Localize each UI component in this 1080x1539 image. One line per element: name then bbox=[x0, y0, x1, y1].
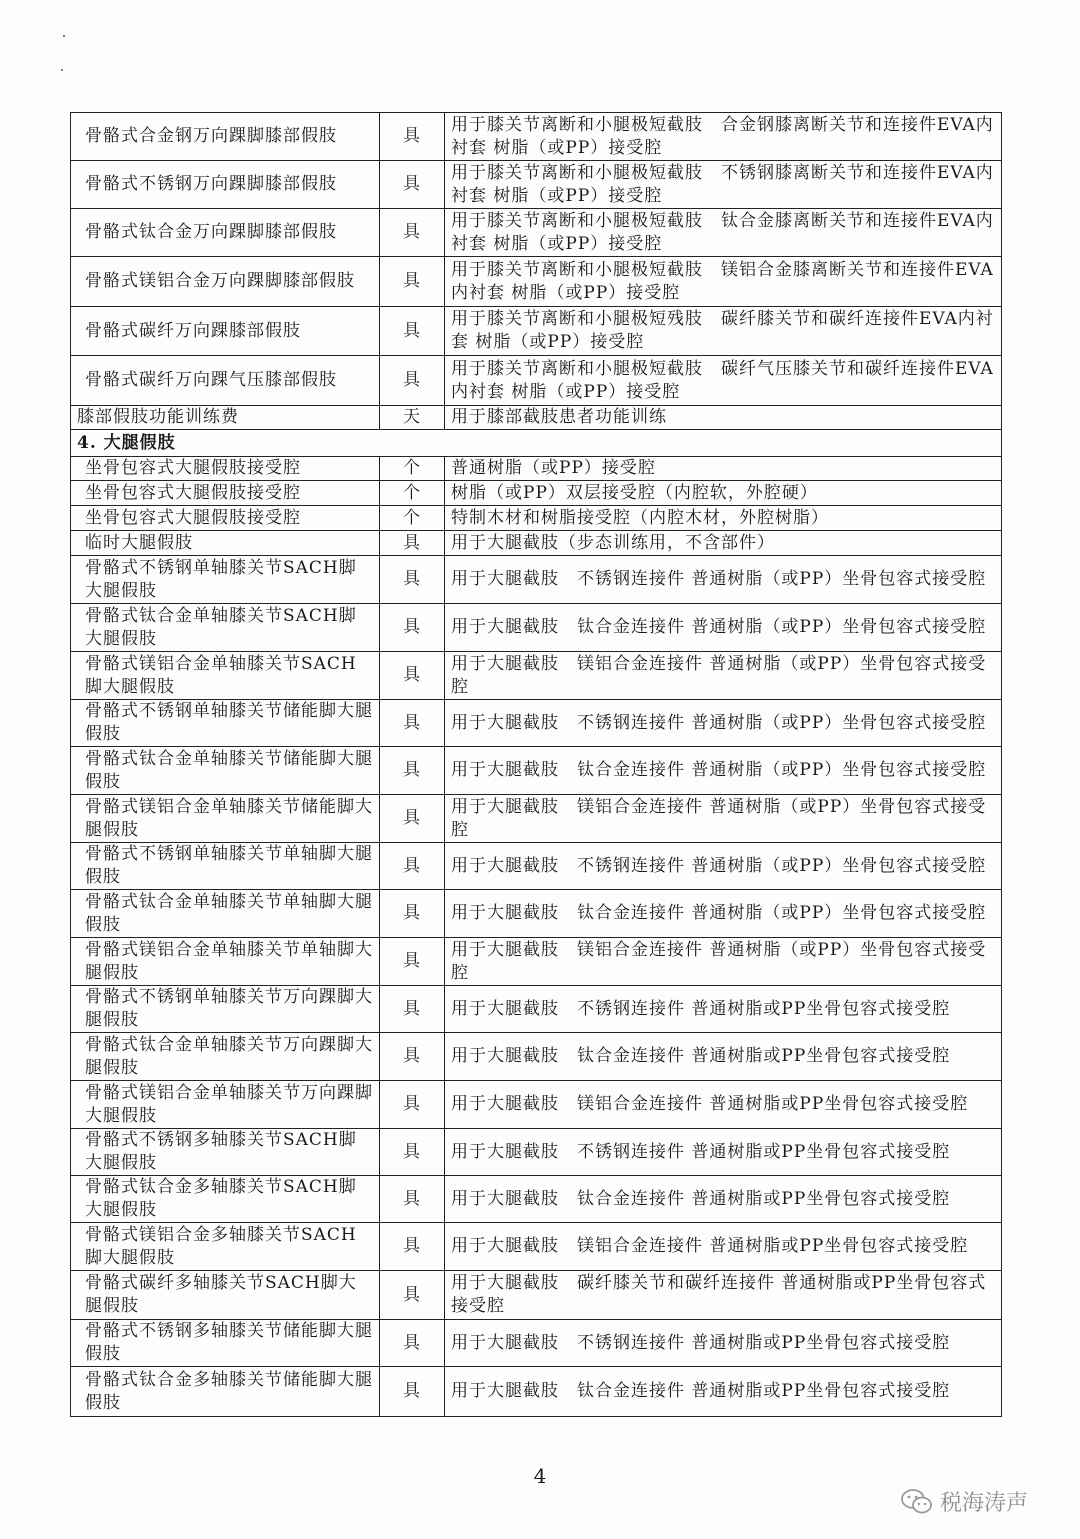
item-name-cell: 骨骼式不锈钢单轴膝关节万向踝脚大腿假肢 bbox=[71, 986, 380, 1033]
unit-cell: 具 bbox=[380, 604, 445, 652]
item-name-cell: 坐骨包容式大腿假肢接受腔 bbox=[71, 506, 380, 531]
item-name-cell: 骨骼式碳纤万向踝膝部假肢 bbox=[71, 307, 380, 356]
item-name-cell: 临时大腿假肢 bbox=[71, 531, 380, 556]
description-cell: 用于大腿截肢 钛合金连接件 普通树脂或PP坐骨包容式接受腔 bbox=[445, 1367, 1002, 1417]
table-row bbox=[71, 795, 1002, 843]
table-row bbox=[71, 457, 1002, 481]
item-name-cell: 骨骼式不锈钢单轴膝关节储能脚大腿假肢 bbox=[71, 700, 380, 747]
description-cell: 用于大腿截肢 钛合金连接件 普通树脂或PP坐骨包容式接受腔 bbox=[445, 1033, 1002, 1081]
page-number: 4 bbox=[533, 1464, 547, 1488]
description-cell: 用于大腿截肢 碳纤膝关节和碳纤连接件 普通树脂或PP坐骨包容式接受腔 bbox=[445, 1271, 1002, 1320]
table-row bbox=[71, 1176, 1002, 1223]
item-name-cell: 骨骼式钛合金多轴膝关节SACH脚大腿假肢 bbox=[71, 1176, 380, 1223]
unit-cell: 具 bbox=[380, 1367, 445, 1417]
unit-cell: 具 bbox=[380, 307, 445, 356]
item-name-cell: 骨骼式镁铝合金单轴膝关节单轴脚大腿假肢 bbox=[71, 938, 380, 986]
description-cell: 用于大腿截肢 镁铝合金连接件 普通树脂（或PP）坐骨包容式接受腔 bbox=[445, 938, 1002, 986]
table-row bbox=[71, 506, 1002, 531]
unit-cell: 具 bbox=[380, 747, 445, 795]
item-name-cell: 骨骼式钛合金单轴膝关节储能脚大腿假肢 bbox=[71, 747, 380, 795]
unit-cell: 具 bbox=[380, 531, 445, 556]
description-cell: 用于大腿截肢 不锈钢连接件 普通树脂或PP坐骨包容式接受腔 bbox=[445, 1129, 1002, 1176]
unit-cell: 具 bbox=[380, 257, 445, 307]
description-cell: 用于大腿截肢（步态训练用，不含部件） bbox=[445, 531, 1002, 556]
wechat-icon bbox=[900, 1488, 934, 1516]
item-name-cell: 骨骼式镁铝合金多轴膝关节SACH脚大腿假肢 bbox=[71, 1223, 380, 1271]
item-name-cell: 骨骼式钛合金万向踝脚膝部假肢 bbox=[71, 209, 380, 257]
item-name-cell: 坐骨包容式大腿假肢接受腔 bbox=[71, 481, 380, 506]
description-cell: 用于大腿截肢 不锈钢连接件 普通树脂或PP坐骨包容式接受腔 bbox=[445, 1320, 1002, 1367]
table-row bbox=[71, 257, 1002, 307]
unit-cell: 具 bbox=[380, 356, 445, 406]
section-title: 4. 大腿假肢 bbox=[71, 430, 1002, 457]
description-cell: 普通树脂（或PP）接受腔 bbox=[445, 457, 1002, 481]
description-cell: 用于大腿截肢 镁铝合金连接件 普通树脂或PP坐骨包容式接受腔 bbox=[445, 1081, 1002, 1129]
item-name-cell: 骨骼式不锈钢单轴膝关节SACH脚大腿假肢 bbox=[71, 556, 380, 604]
item-name-cell: 骨骼式合金钢万向踝脚膝部假肢 bbox=[71, 113, 380, 161]
description-cell: 用于大腿截肢 镁铝合金连接件 普通树脂或PP坐骨包容式接受腔 bbox=[445, 1223, 1002, 1271]
table-row bbox=[71, 1129, 1002, 1176]
table-row bbox=[71, 986, 1002, 1033]
description-cell: 用于大腿截肢 不锈钢连接件 普通树脂（或PP）坐骨包容式接受腔 bbox=[445, 843, 1002, 890]
item-name-cell: 骨骼式镁铝合金单轴膝关节储能脚大腿假肢 bbox=[71, 795, 380, 843]
description-cell: 用于膝关节离断和小腿极短截肢 合金钢膝离断关节和连接件EVA内衬套 树脂（或PP）接受腔 bbox=[445, 113, 1002, 161]
table-row bbox=[71, 747, 1002, 795]
table-row bbox=[71, 406, 1002, 430]
unit-cell: 具 bbox=[380, 700, 445, 747]
table-row bbox=[71, 161, 1002, 209]
unit-cell: 具 bbox=[380, 1320, 445, 1367]
description-cell: 用于大腿截肢 钛合金连接件 普通树脂（或PP）坐骨包容式接受腔 bbox=[445, 890, 1002, 938]
table-row bbox=[71, 1367, 1002, 1417]
unit-cell: 个 bbox=[380, 481, 445, 506]
item-name-cell: 骨骼式钛合金多轴膝关节储能脚大腿假肢 bbox=[71, 1367, 380, 1417]
item-name-cell: 膝部假肢功能训练费 bbox=[71, 406, 380, 430]
unit-cell: 具 bbox=[380, 209, 445, 257]
table-row bbox=[71, 700, 1002, 747]
item-name-cell: 骨骼式镁铝合金万向踝脚膝部假肢 bbox=[71, 257, 380, 307]
item-name-cell: 坐骨包容式大腿假肢接受腔 bbox=[71, 457, 380, 481]
table-row bbox=[71, 356, 1002, 406]
watermark bbox=[900, 1486, 1028, 1517]
table-row bbox=[71, 1223, 1002, 1271]
unit-cell: 具 bbox=[380, 890, 445, 938]
item-name-cell: 骨骼式不锈钢多轴膝关节SACH脚大腿假肢 bbox=[71, 1129, 380, 1176]
table-row bbox=[71, 890, 1002, 938]
description-cell: 用于大腿截肢 不锈钢连接件 普通树脂（或PP）坐骨包容式接受腔 bbox=[445, 700, 1002, 747]
table-row bbox=[71, 1033, 1002, 1081]
description-cell: 用于大腿截肢 镁铝合金连接件 普通树脂（或PP）坐骨包容式接受腔 bbox=[445, 795, 1002, 843]
unit-cell: 具 bbox=[380, 795, 445, 843]
description-cell: 用于膝关节离断和小腿极短残肢 碳纤膝关节和碳纤连接件EVA内衬套 树脂（或PP）接受腔 bbox=[445, 307, 1002, 356]
table-row bbox=[71, 1320, 1002, 1367]
description-cell: 用于大腿截肢 钛合金连接件 普通树脂（或PP）坐骨包容式接受腔 bbox=[445, 604, 1002, 652]
description-cell: 用于大腿截肢 不锈钢连接件 普通树脂（或PP）坐骨包容式接受腔 bbox=[445, 556, 1002, 604]
table-row bbox=[71, 531, 1002, 556]
item-name-cell: 骨骼式碳纤万向踝气压膝部假肢 bbox=[71, 356, 380, 406]
description-cell: 树脂（或PP）双层接受腔（内腔软，外腔硬） bbox=[445, 481, 1002, 506]
table-row bbox=[71, 481, 1002, 506]
unit-cell: 具 bbox=[380, 1081, 445, 1129]
unit-cell: 具 bbox=[380, 1176, 445, 1223]
unit-cell: 具 bbox=[380, 556, 445, 604]
unit-cell: 具 bbox=[380, 1271, 445, 1320]
section-row bbox=[71, 430, 1002, 457]
unit-cell: 天 bbox=[380, 406, 445, 430]
table-row bbox=[71, 1271, 1002, 1320]
unit-cell: 具 bbox=[380, 161, 445, 209]
prosthesis-price-table bbox=[70, 112, 1002, 1417]
table-row bbox=[71, 113, 1002, 161]
table-body bbox=[71, 113, 1002, 1417]
table-row bbox=[71, 604, 1002, 652]
watermark-text: 税海涛声 bbox=[940, 1491, 1029, 1516]
item-name-cell: 骨骼式不锈钢多轴膝关节储能脚大腿假肢 bbox=[71, 1320, 380, 1367]
unit-cell: 具 bbox=[380, 1033, 445, 1081]
unit-cell: 个 bbox=[380, 457, 445, 481]
unit-cell: 具 bbox=[380, 1129, 445, 1176]
item-name-cell: 骨骼式镁铝合金单轴膝关节SACH脚大腿假肢 bbox=[71, 652, 380, 700]
unit-cell: 具 bbox=[380, 843, 445, 890]
description-cell: 用于大腿截肢 不锈钢连接件 普通树脂或PP坐骨包容式接受腔 bbox=[445, 986, 1002, 1033]
table-row bbox=[71, 556, 1002, 604]
unit-cell: 具 bbox=[380, 938, 445, 986]
item-name-cell: 骨骼式镁铝合金单轴膝关节万向踝脚大腿假肢 bbox=[71, 1081, 380, 1129]
item-name-cell: 骨骼式钛合金单轴膝关节单轴脚大腿假肢 bbox=[71, 890, 380, 938]
description-cell: 用于大腿截肢 钛合金连接件 普通树脂（或PP）坐骨包容式接受腔 bbox=[445, 747, 1002, 795]
unit-cell: 具 bbox=[380, 113, 445, 161]
table-row bbox=[71, 307, 1002, 356]
unit-cell: 具 bbox=[380, 1223, 445, 1271]
table-row bbox=[71, 209, 1002, 257]
description-cell: 用于膝关节离断和小腿极短截肢 钛合金膝离断关节和连接件EVA内衬套 树脂（或PP）接受腔 bbox=[445, 209, 1002, 257]
table-row bbox=[71, 938, 1002, 986]
item-name-cell: 骨骼式钛合金单轴膝关节SACH脚大腿假肢 bbox=[71, 604, 380, 652]
description-cell: 用于膝部截肢患者功能训练 bbox=[445, 406, 1002, 430]
unit-cell: 个 bbox=[380, 506, 445, 531]
table-row bbox=[71, 652, 1002, 700]
description-cell: 用于大腿截肢 钛合金连接件 普通树脂或PP坐骨包容式接受腔 bbox=[445, 1176, 1002, 1223]
item-name-cell: 骨骼式碳纤多轴膝关节SACH脚大腿假肢 bbox=[71, 1271, 380, 1320]
description-cell: 用于大腿截肢 镁铝合金连接件 普通树脂（或PP）坐骨包容式接受腔 bbox=[445, 652, 1002, 700]
item-name-cell: 骨骼式不锈钢万向踝脚膝部假肢 bbox=[71, 161, 380, 209]
unit-cell: 具 bbox=[380, 652, 445, 700]
description-cell: 特制木材和树脂接受腔（内腔木材，外腔树脂） bbox=[445, 506, 1002, 531]
table-row bbox=[71, 1081, 1002, 1129]
item-name-cell: 骨骼式不锈钢单轴膝关节单轴脚大腿假肢 bbox=[71, 843, 380, 890]
description-cell: 用于膝关节离断和小腿极短截肢 不锈钢膝离断关节和连接件EVA内衬套 树脂（或PP）接受腔 bbox=[445, 161, 1002, 209]
table-row bbox=[71, 843, 1002, 890]
unit-cell: 具 bbox=[380, 986, 445, 1033]
description-cell: 用于膝关节离断和小腿极短截肢 镁铝合金膝离断关节和连接件EVA内衬套 树脂（或PP）接受腔 bbox=[445, 257, 1002, 307]
scan-specks bbox=[58, 30, 78, 80]
description-cell: 用于膝关节离断和小腿极短截肢 碳纤气压膝关节和碳纤连接件EVA内衬套 树脂（或PP）接受腔 bbox=[445, 356, 1002, 406]
item-name-cell: 骨骼式钛合金单轴膝关节万向踝脚大腿假肢 bbox=[71, 1033, 380, 1081]
